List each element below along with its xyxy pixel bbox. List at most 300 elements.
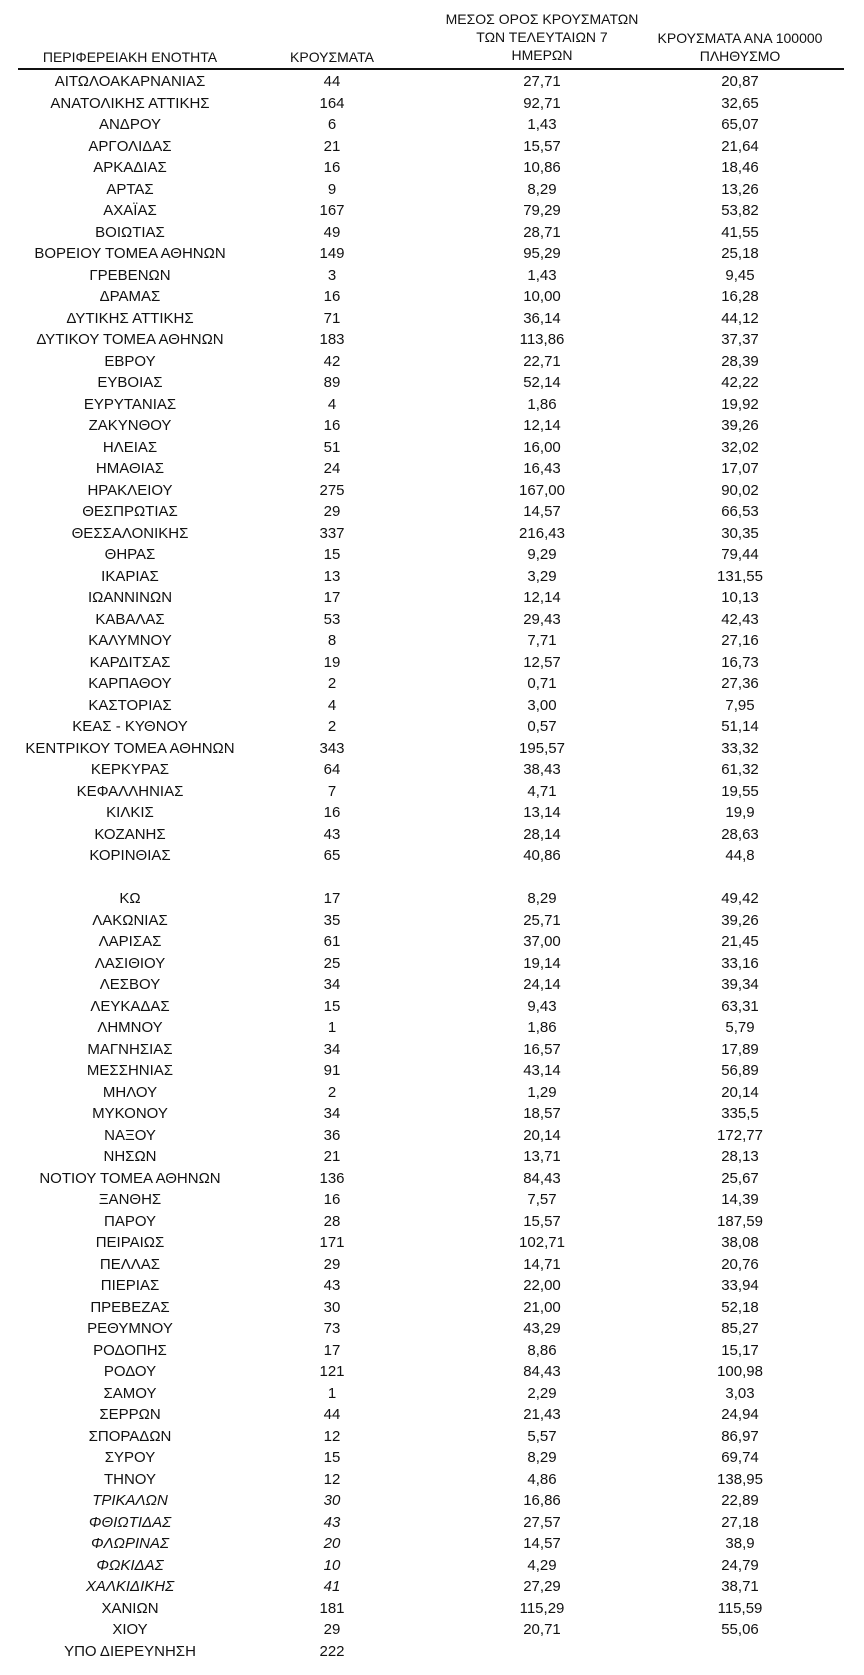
table-row — [0, 845, 864, 867]
region-name-cell: ΑΙΤΩΛΟΑΚΑΡΝΑΝΙΑΣ — [54, 73, 206, 90]
cases-cell: 16 — [323, 159, 341, 176]
table-header — [0, 0, 864, 68]
cases-per-100k-cell: 20,14 — [721, 1083, 759, 1101]
seven-day-average-cell: 4,71 — [527, 782, 557, 800]
table-row — [0, 265, 864, 287]
seven-day-average-cell: 16,00 — [523, 438, 561, 456]
cases-cell: 16 — [323, 804, 341, 821]
seven-day-average-cell: 7,57 — [527, 1191, 557, 1208]
cases-cell: 17 — [323, 1341, 341, 1359]
cases-per-100k-cell: 115,59 — [717, 1599, 763, 1617]
cases-cell: 51 — [323, 438, 341, 456]
region-name-cell: ΚΑΣΤΟΡΙΑΣ — [88, 696, 172, 714]
region-name-cell: ΛΑΡΙΣΑΣ — [98, 933, 162, 950]
region-name-cell: ΘΕΣΠΡΩΤΙΑΣ — [82, 503, 178, 520]
cases-per-100k-cell: 39,34 — [721, 976, 759, 993]
table-row — [0, 523, 864, 545]
seven-day-average-cell: 9,43 — [527, 997, 557, 1015]
cases-per-100k-cell: 44,8 — [725, 847, 755, 864]
seven-day-average-cell: 1,43 — [527, 266, 557, 284]
cases-cell: 275 — [319, 481, 345, 499]
seven-day-average-cell: 102,71 — [519, 1234, 565, 1251]
cases-per-100k-cell: 13,26 — [721, 180, 759, 198]
cases-cell: 12 — [323, 1470, 341, 1488]
cases-cell: 15 — [323, 997, 341, 1015]
table-row — [0, 1512, 864, 1534]
table-row — [0, 652, 864, 674]
cases-cell: 21 — [323, 137, 341, 155]
seven-day-average-cell: 27,29 — [523, 1578, 561, 1595]
table-row — [0, 1146, 864, 1168]
cases-per-100k-cell: 10,13 — [721, 589, 759, 606]
region-name-cell: ΑΝΔΡΟΥ — [98, 116, 162, 133]
region-name-cell: ΥΠΟ ΔΙΕΡΕΥΝΗΣΗ — [64, 1642, 196, 1660]
cases-cell: 30 — [323, 1492, 341, 1509]
cases-cell: 71 — [323, 309, 341, 327]
seven-day-average-cell: 14,71 — [523, 1255, 561, 1273]
cases-per-100k-cell: 38,08 — [721, 1234, 759, 1251]
region-name-cell: ΗΛΕΙΑΣ — [102, 438, 158, 456]
cases-cell: 43 — [323, 1513, 341, 1531]
seven-day-average-cell: 22,00 — [523, 1277, 561, 1294]
table-row — [0, 1297, 864, 1319]
header-region: ΠΕΡΙΦΕΡΕΙΑΚΗ ΕΝΟΤΗΤΑ — [42, 49, 218, 65]
table-row — [0, 974, 864, 996]
cases-per-100k-cell: 39,26 — [721, 911, 759, 929]
cases-per-100k-cell: 25,18 — [721, 245, 759, 262]
cases-per-100k-cell: 16,28 — [721, 288, 759, 305]
cases-per-100k-cell: 17,07 — [721, 460, 759, 477]
table-row — [0, 157, 864, 179]
cases-per-100k-cell: 27,16 — [721, 632, 759, 649]
seven-day-average-cell: 27,57 — [523, 1513, 561, 1531]
table-row — [0, 308, 864, 330]
cases-per-100k-cell: 3,03 — [725, 1384, 755, 1402]
cases-per-100k-cell: 33,94 — [721, 1277, 759, 1294]
cases-per-100k-cell: 20,87 — [721, 73, 759, 90]
cases-per-100k-cell: 32,65 — [721, 94, 759, 112]
region-name-cell: ΠΙΕΡΙΑΣ — [100, 1277, 160, 1294]
cases-per-100k-cell: 27,36 — [721, 675, 759, 692]
cases-cell: 167 — [319, 202, 345, 219]
region-name-cell: ΑΧΑΪΑΣ — [103, 202, 157, 219]
cases-cell: 337 — [319, 524, 345, 542]
region-name-cell: ΝΗΣΩΝ — [103, 1148, 157, 1165]
cases-cell: 1 — [327, 1384, 337, 1402]
cases-cell: 183 — [319, 331, 345, 348]
cases-per-100k-cell: 18,46 — [721, 159, 759, 176]
table-row — [0, 1447, 864, 1469]
cases-cell: 164 — [319, 94, 345, 112]
cases-cell: 6 — [327, 116, 337, 133]
table-row — [0, 437, 864, 459]
seven-day-average-cell: 0,57 — [527, 718, 557, 735]
table-row — [0, 1168, 864, 1190]
header-rule — [18, 68, 844, 70]
cases-per-100k-cell: 187,59 — [717, 1212, 763, 1230]
table-row — [0, 1426, 864, 1448]
cases-per-100k-cell: 9,45 — [725, 266, 755, 284]
table-row — [0, 910, 864, 932]
region-name-cell: ΚΑΒΑΛΑΣ — [95, 610, 165, 628]
seven-day-average-cell: 84,43 — [523, 1363, 561, 1380]
region-name-cell: ΤΡΙΚΑΛΩΝ — [92, 1492, 168, 1509]
seven-day-average-cell: 14,57 — [523, 1535, 561, 1552]
seven-day-average-cell: 3,29 — [527, 567, 557, 585]
seven-day-average-cell: 43,14 — [523, 1062, 561, 1079]
table-row — [0, 824, 864, 846]
table-row — [0, 1340, 864, 1362]
cases-cell: 149 — [319, 245, 345, 262]
seven-day-average-cell: 0,71 — [527, 675, 557, 692]
region-name-cell: ΕΥΒΟΙΑΣ — [97, 374, 163, 391]
table-row — [0, 93, 864, 115]
cases-per-100k-cell: 5,79 — [725, 1019, 755, 1036]
region-name-cell: ΙΚΑΡΙΑΣ — [101, 567, 159, 585]
seven-day-average-cell: 40,86 — [523, 847, 561, 864]
cases-per-100k-cell: 16,73 — [721, 653, 759, 671]
cases-cell: 15 — [323, 546, 341, 563]
cases-cell: 29 — [323, 1255, 341, 1273]
table-row — [0, 802, 864, 824]
cases-cell: 30 — [323, 1298, 341, 1316]
cases-cell: 13 — [323, 567, 341, 585]
seven-day-average-cell: 27,71 — [523, 73, 561, 90]
cases-per-100k-cell: 55,06 — [721, 1621, 759, 1638]
seven-day-average-cell: 95,29 — [523, 245, 561, 262]
cases-cell: 2 — [327, 675, 337, 692]
cases-per-100k-cell: 32,02 — [721, 438, 759, 456]
seven-day-average-cell: 29,43 — [523, 610, 561, 628]
cases-per-100k-cell: 138,95 — [717, 1470, 763, 1488]
table-row — [0, 1232, 864, 1254]
seven-day-average-cell: 4,86 — [527, 1470, 557, 1488]
cases-cell: 15 — [323, 1449, 341, 1466]
cases-per-100k-cell: 42,22 — [721, 374, 759, 391]
region-name-cell: ΣΕΡΡΩΝ — [99, 1406, 161, 1423]
region-name-cell: ΣΥΡΟΥ — [104, 1449, 156, 1466]
region-name-cell: ΜΗΛΟΥ — [102, 1083, 158, 1101]
seven-day-average-cell: 12,14 — [523, 589, 561, 606]
seven-day-average-cell: 1,86 — [527, 395, 557, 413]
cases-cell: 17 — [323, 589, 341, 606]
cases-per-100k-cell: 38,9 — [725, 1535, 755, 1552]
region-name-cell: ΞΑΝΘΗΣ — [98, 1191, 162, 1208]
cases-per-100k-cell: 33,16 — [721, 954, 759, 972]
seven-day-average-cell: 25,71 — [523, 911, 561, 929]
cases-per-100k-cell: 19,9 — [725, 804, 755, 821]
cases-cell: 12 — [323, 1427, 341, 1445]
seven-day-average-cell: 7,71 — [527, 632, 557, 649]
seven-day-average-cell: 16,57 — [523, 1040, 561, 1058]
cases-per-100k-cell: 24,79 — [721, 1556, 759, 1574]
cases-cell: 29 — [323, 1621, 341, 1638]
cases-cell: 35 — [323, 911, 341, 929]
table-row — [0, 1017, 864, 1039]
table-row — [0, 953, 864, 975]
cases-per-100k-cell: 28,39 — [721, 352, 759, 370]
cases-cell: 21 — [323, 1148, 341, 1165]
region-name-cell: ΝΟΤΙΟΥ ΤΟΜΕΑ ΑΘΗΝΩΝ — [39, 1169, 221, 1187]
table-row — [0, 1189, 864, 1211]
table-row — [0, 1641, 864, 1663]
cases-cell: 2 — [327, 1083, 337, 1101]
region-name-cell: ΚΕΦΑΛΛΗΝΙΑΣ — [76, 782, 184, 800]
region-name-cell: ΦΩΚΙΔΑΣ — [96, 1556, 164, 1574]
table-row — [0, 566, 864, 588]
seven-day-average-cell: 216,43 — [519, 524, 565, 542]
seven-day-average-cell: 52,14 — [523, 374, 561, 391]
table-row — [0, 1275, 864, 1297]
cases-cell: 8 — [327, 632, 337, 649]
table-row — [0, 1555, 864, 1577]
region-name-cell: ΡΟΔΟΥ — [103, 1363, 157, 1380]
seven-day-average-cell: 12,57 — [523, 653, 561, 671]
seven-day-average-cell: 18,57 — [523, 1105, 561, 1122]
seven-day-average-cell: 8,29 — [527, 1449, 557, 1466]
table-row — [0, 587, 864, 609]
table-row — [0, 1082, 864, 1104]
cases-cell: 10 — [323, 1556, 341, 1574]
cases-per-100k-cell: 33,32 — [721, 739, 759, 757]
region-name-cell: ΠΕΛΛΑΣ — [99, 1255, 161, 1273]
seven-day-average-cell: 16,86 — [523, 1492, 561, 1509]
seven-day-average-cell: 195,57 — [519, 739, 565, 757]
cases-cell: 20 — [323, 1535, 341, 1552]
cases-cell: 29 — [323, 503, 341, 520]
cases-cell: 171 — [319, 1234, 345, 1251]
cases-per-100k-cell: 44,12 — [721, 309, 759, 327]
cases-per-100k-cell: 19,55 — [721, 782, 759, 800]
region-name-cell: ΧΑΛΚΙΔΙΚΗΣ — [85, 1578, 175, 1595]
table-row — [0, 1598, 864, 1620]
cases-cell: 34 — [323, 1040, 341, 1058]
table-row — [0, 781, 864, 803]
cases-per-100k-cell: 17,89 — [721, 1040, 759, 1058]
seven-day-average-cell: 8,29 — [527, 180, 557, 198]
table-row — [0, 673, 864, 695]
table-row — [0, 1254, 864, 1276]
table-row — [0, 609, 864, 631]
cases-cell: 136 — [319, 1169, 345, 1187]
table-row — [0, 222, 864, 244]
seven-day-average-cell: 43,29 — [523, 1320, 561, 1337]
seven-day-average-cell: 84,43 — [523, 1169, 561, 1187]
cases-per-100k-cell: 22,89 — [721, 1492, 759, 1509]
region-name-cell: ΕΒΡΟΥ — [104, 352, 156, 370]
seven-day-average-cell: 16,43 — [523, 460, 561, 477]
region-name-cell: ΡΟΔΟΠΗΣ — [93, 1341, 167, 1359]
cases-cell: 34 — [323, 1105, 341, 1122]
header-cases: ΚΡΟΥΣΜΑΤΑ — [290, 49, 374, 65]
cases-cell: 19 — [323, 653, 341, 671]
cases-per-100k-cell: 85,27 — [721, 1320, 759, 1337]
seven-day-average-cell: 12,14 — [523, 417, 561, 434]
cases-cell: 16 — [323, 1191, 341, 1208]
cases-per-100k-cell: 52,18 — [721, 1298, 759, 1316]
region-name-cell: ΑΡΓΟΛΙΔΑΣ — [88, 137, 172, 155]
table-row — [0, 200, 864, 222]
table-row — [0, 1125, 864, 1147]
region-name-cell: ΠΡΕΒΕΖΑΣ — [90, 1298, 170, 1316]
region-name-cell: ΠΕΙΡΑΙΩΣ — [95, 1234, 165, 1251]
region-name-cell: ΣΑΜΟΥ — [103, 1384, 157, 1402]
seven-day-average-cell: 10,00 — [523, 288, 561, 305]
table-row — [0, 738, 864, 760]
cases-cell: 222 — [319, 1642, 345, 1660]
seven-day-average-cell: 1,29 — [527, 1083, 557, 1101]
region-name-cell: ΚΟΡΙΝΘΙΑΣ — [89, 847, 171, 864]
cases-per-100k-cell: 27,18 — [721, 1513, 759, 1531]
seven-day-average-cell: 13,71 — [523, 1148, 561, 1165]
cases-per-100k-cell: 172,77 — [717, 1126, 763, 1144]
seven-day-average-cell: 9,29 — [527, 546, 557, 563]
table-row — [0, 501, 864, 523]
region-name-cell: ΑΡΚΑΔΙΑΣ — [93, 159, 167, 176]
cases-cell: 73 — [323, 1320, 341, 1337]
cases-cell: 1 — [327, 1019, 337, 1036]
table-row — [0, 1619, 864, 1641]
region-name-cell: ΚΕΡΚΥΡΑΣ — [90, 761, 170, 778]
seven-day-average-cell: 20,71 — [523, 1621, 561, 1638]
region-name-cell: ΙΩΑΝΝΙΝΩΝ — [87, 589, 173, 606]
cases-cell: 121 — [319, 1363, 345, 1380]
cases-cell: 53 — [323, 610, 341, 628]
cases-per-100k-cell: 24,94 — [721, 1406, 759, 1423]
seven-day-average-cell: 36,14 — [523, 309, 561, 327]
seven-day-average-cell: 15,57 — [523, 1212, 561, 1230]
cases-cell: 9 — [327, 180, 337, 198]
region-name-cell: ΗΡΑΚΛΕΙΟΥ — [87, 481, 173, 499]
region-name-cell: ΧΙΟΥ — [112, 1621, 148, 1638]
region-name-cell: ΚΟΖΑΝΗΣ — [94, 825, 166, 843]
table-row — [0, 1469, 864, 1491]
cases-per-100k-cell: 7,95 — [725, 696, 755, 714]
region-name-cell: ΜΥΚΟΝΟΥ — [92, 1105, 168, 1122]
region-name-cell: ΑΡΤΑΣ — [106, 180, 154, 198]
cases-per-100k-cell: 21,45 — [721, 933, 759, 950]
table-row — [0, 1533, 864, 1555]
cases-cell: 25 — [323, 954, 341, 972]
seven-day-average-cell: 28,71 — [523, 223, 561, 241]
table-row — [0, 415, 864, 437]
seven-day-average-cell: 167,00 — [519, 481, 565, 499]
seven-day-average-cell: 20,14 — [523, 1126, 561, 1144]
region-name-cell: ΘΗΡΑΣ — [104, 546, 156, 563]
cases-cell: 34 — [323, 976, 341, 993]
seven-day-average-cell: 13,14 — [523, 804, 561, 821]
table-row — [0, 931, 864, 953]
seven-day-average-cell: 1,43 — [527, 116, 557, 133]
cases-cell: 43 — [323, 825, 341, 843]
cases-cell: 89 — [323, 374, 341, 391]
table-row — [0, 243, 864, 265]
cases-cell: 43 — [323, 1277, 341, 1294]
region-name-cell: ΛΕΣΒΟΥ — [99, 976, 161, 993]
cases-cell: 41 — [323, 1578, 341, 1595]
table-row — [0, 286, 864, 308]
table-row — [0, 1318, 864, 1340]
region-name-cell: ΖΑΚΥΝΘΟΥ — [88, 417, 172, 434]
region-name-cell: ΔΥΤΙΚΟΥ ΤΟΜΕΑ ΑΘΗΝΩΝ — [36, 331, 224, 348]
cases-cell: 44 — [323, 73, 341, 90]
region-name-cell: ΤΗΝΟΥ — [103, 1470, 157, 1488]
cases-per-100k-cell: 20,76 — [721, 1255, 759, 1273]
table-row — [0, 1060, 864, 1082]
seven-day-average-cell: 1,86 — [527, 1019, 557, 1036]
region-name-cell: ΠΑΡΟΥ — [103, 1212, 157, 1230]
region-name-cell: ΚΕΝΤΡΙΚΟΥ ΤΟΜΕΑ ΑΘΗΝΩΝ — [25, 739, 235, 757]
cases-per-100k-cell: 41,55 — [721, 223, 759, 241]
region-name-cell: ΕΥΡΥΤΑΝΙΑΣ — [83, 395, 177, 413]
seven-day-average-cell: 21,00 — [523, 1298, 561, 1316]
cases-per-100k-cell: 79,44 — [721, 546, 759, 563]
cases-per-100k-cell: 38,71 — [721, 1578, 759, 1595]
table-row — [0, 1211, 864, 1233]
cases-per-100k-cell: 42,43 — [721, 610, 759, 628]
cases-cell: 7 — [327, 782, 337, 800]
cases-cell: 42 — [323, 352, 341, 370]
seven-day-average-cell: 15,57 — [523, 137, 561, 155]
header-cases-per-100k: ΚΡΟΥΣΜΑΤΑ ΑΝΑ 100000 ΠΛΗΘΥΣΜΟ — [657, 30, 823, 64]
cases-per-100k-cell: 100,98 — [717, 1363, 763, 1380]
table-row — [0, 458, 864, 480]
table-row — [0, 1039, 864, 1061]
table-row — [0, 1404, 864, 1426]
cases-cell: 2 — [327, 718, 337, 735]
cases-per-100k-cell: 69,74 — [721, 1449, 759, 1466]
seven-day-average-cell: 28,14 — [523, 825, 561, 843]
cases-per-100k-cell: 14,39 — [721, 1191, 759, 1208]
seven-day-average-cell: 10,86 — [523, 159, 561, 176]
region-name-cell: ΓΡΕΒΕΝΩΝ — [89, 266, 171, 284]
region-name-cell: ΛΑΣΙΘΙΟΥ — [94, 954, 166, 972]
cases-cell: 4 — [327, 395, 337, 413]
table-row — [0, 996, 864, 1018]
cases-cell: 65 — [323, 847, 341, 864]
seven-day-average-cell: 2,29 — [527, 1384, 557, 1402]
table-row — [0, 544, 864, 566]
region-name-cell: ΒΟΙΩΤΙΑΣ — [95, 223, 165, 241]
region-name-cell: ΘΕΣΣΑΛΟΝΙΚΗΣ — [71, 524, 189, 542]
cases-per-100k-cell: 335,5 — [721, 1105, 759, 1122]
cases-cell: 4 — [327, 696, 337, 714]
region-name-cell: ΚΑΡΔΙΤΣΑΣ — [89, 653, 171, 671]
table-row — [0, 179, 864, 201]
region-name-cell: ΔΡΑΜΑΣ — [99, 288, 161, 305]
table-row — [0, 1490, 864, 1512]
cases-per-100k-cell: 28,13 — [721, 1148, 759, 1165]
table-row — [0, 394, 864, 416]
cases-per-100k-cell: 53,82 — [721, 202, 759, 219]
region-name-cell: ΔΥΤΙΚΗΣ ΑΤΤΙΚΗΣ — [66, 309, 194, 327]
region-name-cell: ΜΑΓΝΗΣΙΑΣ — [87, 1040, 173, 1058]
cases-per-100k-cell: 90,02 — [721, 481, 759, 499]
seven-day-average-cell: 8,29 — [527, 890, 557, 907]
cases-per-100k-cell: 39,26 — [721, 417, 759, 434]
table-row — [0, 695, 864, 717]
table-body — [0, 71, 864, 1662]
table-row — [0, 114, 864, 136]
cases-per-100k-cell: 63,31 — [721, 997, 759, 1015]
cases-per-100k-cell: 15,17 — [721, 1341, 759, 1359]
cases-per-100k-cell: 49,42 — [721, 890, 759, 907]
seven-day-average-cell: 22,71 — [523, 352, 561, 370]
table-row — [0, 71, 864, 93]
region-name-cell: ΝΑΞΟΥ — [104, 1126, 156, 1144]
region-name-cell: ΚΕΑΣ - ΚΥΘΝΟΥ — [72, 718, 188, 735]
region-name-cell: ΚΑΡΠΑΘΟΥ — [88, 675, 172, 692]
